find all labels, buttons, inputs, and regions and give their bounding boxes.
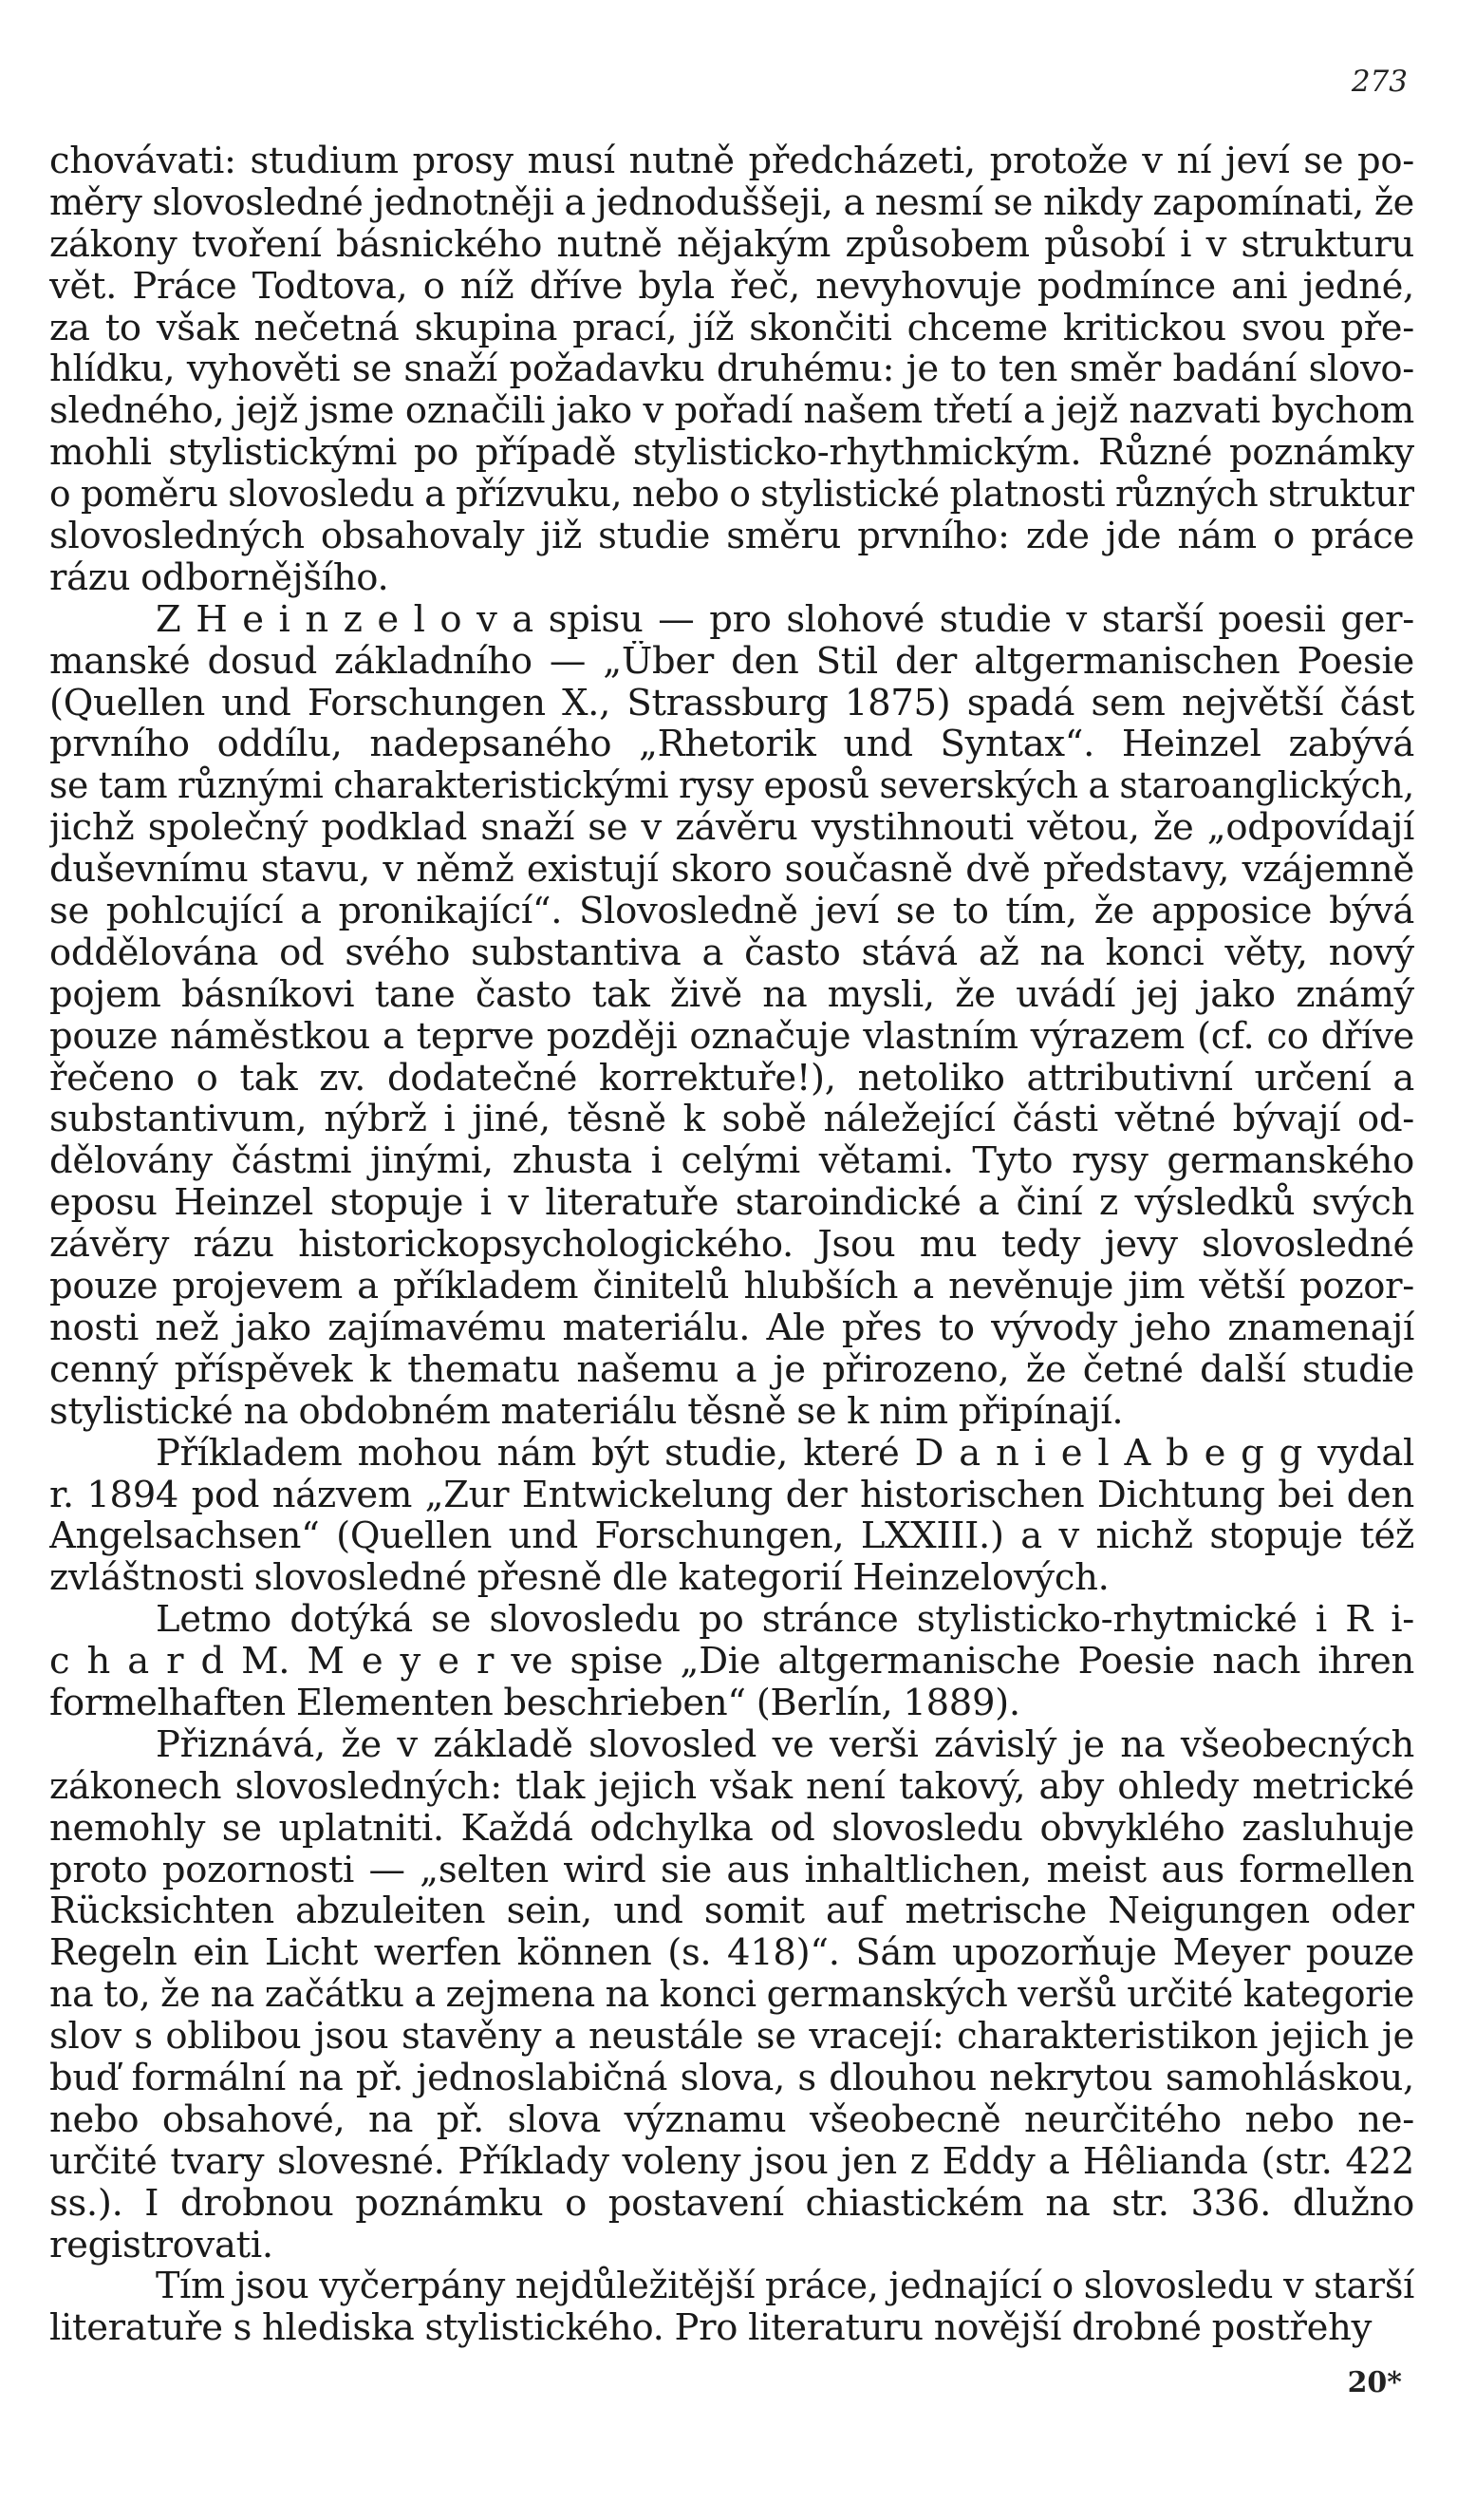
page-number: 273: [1351, 65, 1408, 99]
text-line: se tam různými charakteristickými rysy eposů severských a staroanglických,: [49, 765, 1414, 808]
text-line: rázu odbornějšího.: [49, 556, 389, 599]
text-line: stylistické na obdobném materiálu těsně se k nim připínají.: [49, 1390, 1124, 1433]
text-line: hlídku, vyhověti se snaží požadavku druhému: je to ten směr badání slovo-: [49, 348, 1414, 391]
text-line: sledného, jejž jsme označili jako v pořadí našem třetí a jejž nazvati bychom: [49, 390, 1414, 433]
text-line: se pohlcující a pronikající“. Slovosledně jeví se to tím, že apposice bývá: [49, 891, 1414, 932]
text-line: proto pozornosti — „selten wird sie aus inhaltlichen, meist aus formellen: [49, 1849, 1414, 1891]
text-line: pouze náměstkou a teprve později označuje vlastním výrazem (cf. co dříve: [49, 1015, 1414, 1058]
text-line: eposu Heinzel stopuje i v literatuře staroindické a činí z výsledků svých: [49, 1182, 1414, 1225]
text-line: pojem básníkovi tane často tak živě na mysli, že uvádí jej jako známý: [49, 973, 1414, 1016]
text-line: slov s oblibou jsou stavěny a neustále se vracejí: charakteristikon jejich je: [49, 2016, 1414, 2058]
text-line: ss.). I drobnou poznámku o postavení chiastickém na str. 336. dlužno: [49, 2182, 1414, 2225]
text-line: Přiznává, že v základě slovosled ve verši závislý je na všeobecných: [156, 1723, 1414, 1766]
text-line: měry slovosledné jednotněji a jednoduššeji, a nesmí se nikdy zapomínati, že: [49, 181, 1414, 224]
text-line: Angelsachsen“ (Quellen und Forschungen, LXXIII.) a v nichž stopuje též: [49, 1515, 1414, 1558]
text-line: zákony tvoření básnického nutně nějakým způsobem působí i v strukturu: [49, 223, 1414, 266]
text-line: nosti než jako zajímavému materiálu. Ale přes to vývody jeho znamenají: [49, 1307, 1414, 1349]
text-line: jichž společný podklad snaží se v závěru vystihnouti větou, že „odpovídají: [49, 807, 1414, 850]
text-line: řečeno o tak zv. dodatečné korrektuře!), netoliko attributivní určení a: [49, 1057, 1414, 1100]
text-line: vět. Práce Todtova, o níž dříve byla řeč, nevyhovuje podmínce ani jedné,: [49, 265, 1414, 308]
text-line: (Quellen und Forschungen X., Strassburg 1875) spadá sem největší část: [49, 682, 1414, 724]
text-line: pouze projevem a příkladem činitelů hlubších a nevěnuje jim větší pozor-: [49, 1266, 1414, 1307]
text-line: slovosledných obsahovaly již studie směru prvního: zde jde nám o práce: [49, 516, 1414, 557]
text-line: substantivum, nýbrž i jiné, těsně k sobě náležející části větné bývají od-: [49, 1099, 1414, 1141]
text-line: o poměru slovosledu a přízvuku, nebo o stylistické platnosti různých struktur: [49, 474, 1414, 517]
text-line: nebo obsahové, na př. slova významu všeobecně neurčitého nebo ne-: [49, 2098, 1414, 2141]
text-line: mohli stylistickými po případě stylisticko-rhythmickým. Různé poznámky: [49, 432, 1414, 475]
text-line: prvního oddílu, nadepsaného „Rhetorik und Syntax“. Heinzel zabývá: [49, 724, 1414, 766]
text-line: Tím jsou vyčerpány nejdůležitější práce, jednající o slovosledu v starší: [156, 2266, 1414, 2308]
text-line: duševnímu stavu, v němž existují skoro současně dvě představy, vzájemně: [49, 849, 1414, 892]
text-line: cenný příspěvek k thematu našemu a je přirozeno, že četné další studie: [49, 1348, 1414, 1391]
text-line: buď formální na př. jednoslabičná slova, s dlouhou nekrytou samohláskou,: [49, 2057, 1414, 2099]
text-line: chovávati: studium prosy musí nutně předcházeti, protože v ní jeví se po-: [49, 141, 1414, 182]
text-line: zvláštnosti slovosledné přesně dle kategorií Heinzelových.: [49, 1557, 1110, 1600]
signature-mark: 20*: [1347, 2366, 1402, 2399]
text-line: oddělována od svého substantiva a často stává až na konci věty, nový: [49, 931, 1414, 974]
text-line: r. 1894 pod názvem „Zur Entwickelung der historischen Dichtung bei den: [49, 1474, 1414, 1516]
text-line: závěry rázu historickopsychologického. Jsou mu tedy jevy slovosledné: [49, 1224, 1414, 1267]
text-line: registrovati.: [49, 2224, 273, 2266]
text-line: manské dosud základního — „Über den Stil der altgermanischen Poesie: [49, 640, 1414, 683]
text-line: Příkladem mohou nám být studie, které D a n i e l A b e g g vydal: [156, 1432, 1414, 1475]
text-line: nemohly se uplatniti. Každá odchylka od slovosledu obvyklého zasluhuje: [49, 1807, 1414, 1850]
text-line: Rücksichten abzuleiten sein, und somit auf metrische Neigungen oder: [49, 1890, 1414, 1933]
body-text: [49, 141, 1414, 2349]
text-line: na to, že na začátku a zejmena na konci germanských veršů určité kategorie: [49, 1974, 1414, 2017]
text-line: formelhaften Elementen beschrieben“ (Berlín, 1889).: [49, 1682, 1020, 1724]
text-line: Regeln ein Licht werfen können (s. 418)“. Sám upozorňuje Meyer pouze: [49, 1932, 1414, 1975]
text-line: zákonech slovosledných: tlak jejich však není takový, aby ohledy metrické: [49, 1765, 1414, 1808]
text-line: dělovány částmi jinými, zhusta i celými větami. Tyto rysy germanského: [49, 1140, 1414, 1183]
text-line: Letmo dotýká se slovosledu po stránce stylisticko-rhytmické i R i-: [156, 1599, 1414, 1642]
text-line: Z H e i n z e l o v a spisu — pro slohové studie v starší poesii ger-: [156, 598, 1414, 641]
text-line: určité tvary slovesné. Příklady voleny jsou jen z Eddy a Hêlianda (str. 422: [49, 2140, 1414, 2183]
text-line: literatuře s hlediska stylistického. Pro literaturu novější drobné postřehy: [49, 2307, 1373, 2350]
text-line: c h a r d M. M e y e r ve spise „Die altgermanische Poesie nach ihren: [49, 1641, 1414, 1683]
text-line: za to však nečetná skupina prací, jíž skončiti chceme kritickou svou pře-: [49, 307, 1414, 349]
